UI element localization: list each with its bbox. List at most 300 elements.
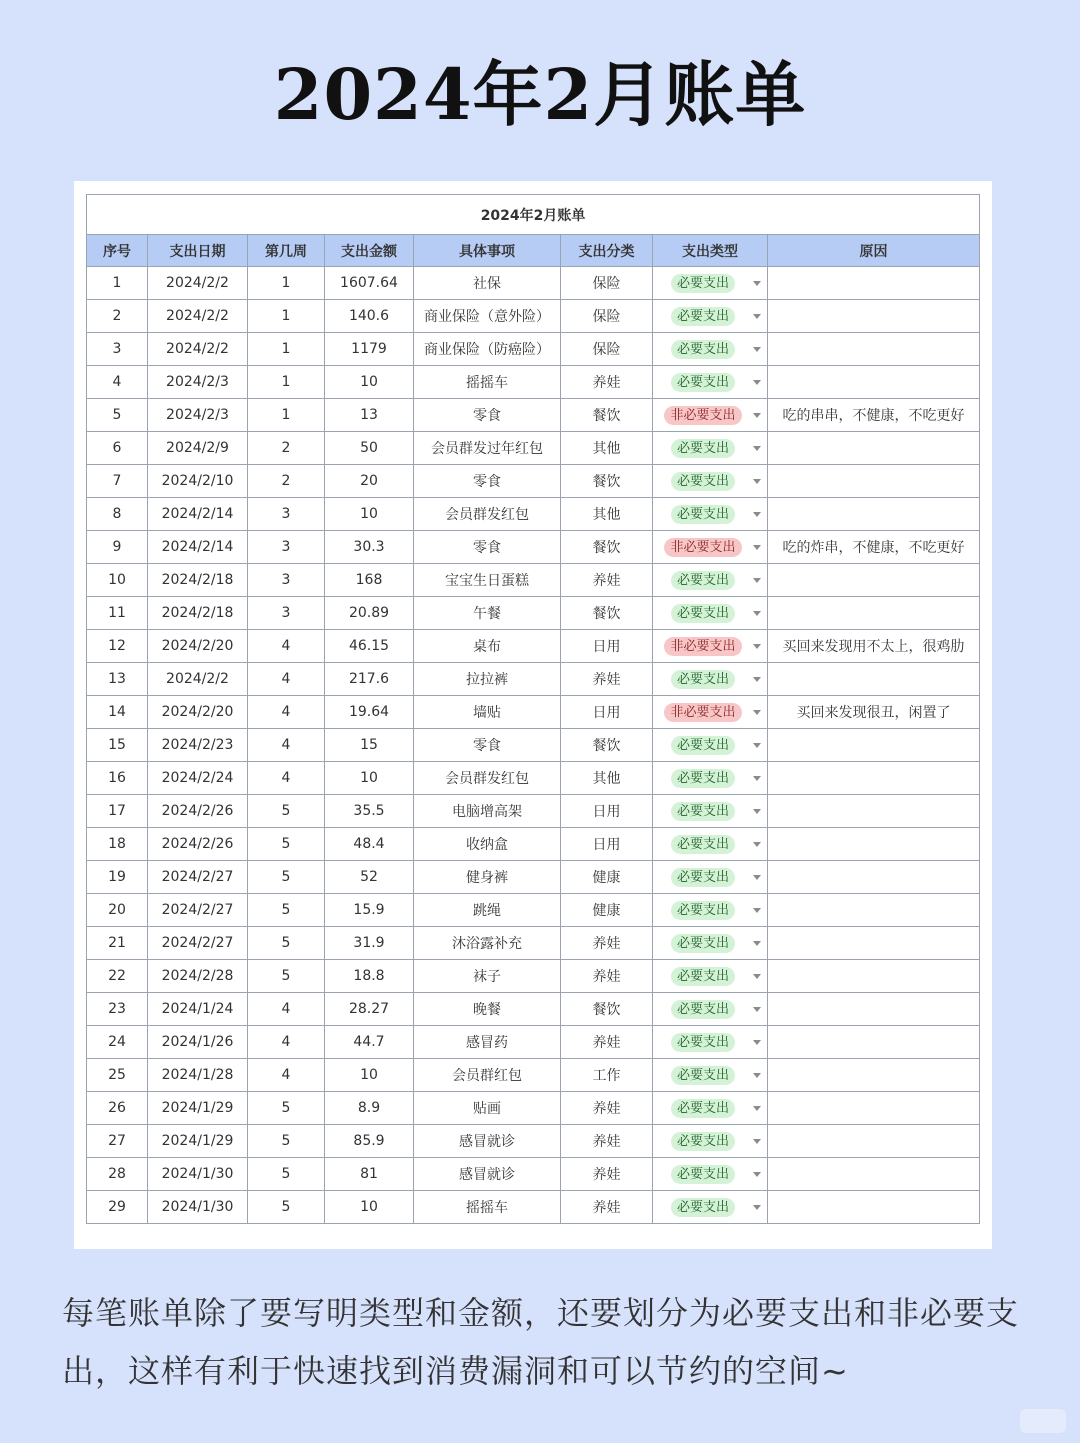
- chevron-down-icon[interactable]: [753, 578, 761, 583]
- cell-reason[interactable]: [768, 861, 980, 894]
- cell-amount[interactable]: 140.6: [325, 300, 414, 333]
- cell-expense-type-dropdown[interactable]: [653, 762, 768, 795]
- cell-category[interactable]: 餐饮: [561, 531, 653, 564]
- cell-reason[interactable]: [768, 960, 980, 993]
- cell-reason[interactable]: [768, 729, 980, 762]
- expense-type-badge: 必要支出: [671, 472, 735, 491]
- cell-item[interactable]: 感冒药: [414, 1026, 561, 1059]
- cell-category[interactable]: 餐饮: [561, 399, 653, 432]
- cell-week[interactable]: 5: [248, 1125, 325, 1158]
- cell-reason[interactable]: 吃的炸串，不健康，不吃更好: [768, 531, 980, 564]
- cell-date[interactable]: 2024/2/27: [148, 894, 248, 927]
- cell-week[interactable]: 5: [248, 861, 325, 894]
- cell-expense-type-dropdown[interactable]: [653, 1158, 768, 1191]
- cell-category[interactable]: 养娃: [561, 927, 653, 960]
- cell-reason[interactable]: [768, 300, 980, 333]
- cell-item[interactable]: 零食: [414, 729, 561, 762]
- cell-category[interactable]: 其他: [561, 498, 653, 531]
- col-header-amount[interactable]: 支出金额: [325, 235, 414, 267]
- cell-week[interactable]: 4: [248, 993, 325, 1026]
- col-header-item[interactable]: 具体事项: [414, 235, 561, 267]
- cell-expense-type-dropdown[interactable]: [653, 399, 768, 432]
- cell-reason[interactable]: [768, 1125, 980, 1158]
- cell-no[interactable]: 9: [87, 531, 148, 564]
- cell-expense-type-dropdown[interactable]: [653, 993, 768, 1026]
- cell-category[interactable]: 养娃: [561, 564, 653, 597]
- cell-amount[interactable]: 20: [325, 465, 414, 498]
- cell-no[interactable]: 5: [87, 399, 148, 432]
- cell-week[interactable]: 1: [248, 333, 325, 366]
- expense-type-badge: 必要支出: [671, 604, 735, 623]
- chevron-down-icon[interactable]: [753, 1205, 761, 1210]
- cell-reason[interactable]: [768, 564, 980, 597]
- cell-amount[interactable]: 15: [325, 729, 414, 762]
- cell-reason[interactable]: 买回来发现很丑，闲置了: [768, 696, 980, 729]
- cell-category[interactable]: 养娃: [561, 1026, 653, 1059]
- cell-reason[interactable]: [768, 597, 980, 630]
- cell-week[interactable]: 5: [248, 795, 325, 828]
- cell-reason[interactable]: [768, 894, 980, 927]
- cell-category[interactable]: 保险: [561, 267, 653, 300]
- cell-reason[interactable]: 买回来发现用不太上，很鸡肋: [768, 630, 980, 663]
- cell-expense-type-dropdown[interactable]: [653, 597, 768, 630]
- cell-week[interactable]: 4: [248, 663, 325, 696]
- cell-category[interactable]: 日用: [561, 630, 653, 663]
- cell-reason[interactable]: [768, 1059, 980, 1092]
- cell-amount[interactable]: 10: [325, 762, 414, 795]
- chevron-down-icon[interactable]: [753, 809, 761, 814]
- chevron-down-icon[interactable]: [753, 677, 761, 682]
- expense-type-badge: 必要支出: [671, 934, 735, 953]
- chevron-down-icon[interactable]: [753, 347, 761, 352]
- cell-date[interactable]: 2024/1/30: [148, 1191, 248, 1224]
- cell-no[interactable]: 8: [87, 498, 148, 531]
- chevron-down-icon[interactable]: [753, 413, 761, 418]
- cell-week[interactable]: 4: [248, 762, 325, 795]
- cell-expense-type-dropdown[interactable]: [653, 696, 768, 729]
- chevron-down-icon[interactable]: [753, 908, 761, 913]
- cell-no[interactable]: 26: [87, 1092, 148, 1125]
- cell-date[interactable]: 2024/2/26: [148, 795, 248, 828]
- cell-no[interactable]: 12: [87, 630, 148, 663]
- cell-reason[interactable]: [768, 1092, 980, 1125]
- expense-type-badge: 必要支出: [671, 1066, 735, 1085]
- cell-amount[interactable]: 10: [325, 1191, 414, 1224]
- cell-amount[interactable]: 19.64: [325, 696, 414, 729]
- cell-reason[interactable]: [768, 498, 980, 531]
- expense-type-badge: 必要支出: [671, 1099, 735, 1118]
- cell-no[interactable]: 19: [87, 861, 148, 894]
- cell-reason[interactable]: [768, 795, 980, 828]
- chevron-down-icon[interactable]: [753, 1007, 761, 1012]
- chevron-down-icon[interactable]: [753, 1073, 761, 1078]
- cell-no[interactable]: 7: [87, 465, 148, 498]
- table-row: [87, 1059, 980, 1092]
- table-row: [87, 663, 980, 696]
- cell-week[interactable]: 3: [248, 531, 325, 564]
- chevron-down-icon[interactable]: [753, 314, 761, 319]
- cell-amount[interactable]: 1607.64: [325, 267, 414, 300]
- cell-reason[interactable]: [768, 465, 980, 498]
- cell-expense-type-dropdown[interactable]: [653, 267, 768, 300]
- expense-type-badge: 必要支出: [671, 505, 735, 524]
- cell-no[interactable]: 22: [87, 960, 148, 993]
- cell-expense-type-dropdown[interactable]: [653, 894, 768, 927]
- cell-item[interactable]: 沐浴露补充: [414, 927, 561, 960]
- cell-week[interactable]: 5: [248, 1158, 325, 1191]
- cell-no[interactable]: 21: [87, 927, 148, 960]
- cell-expense-type-dropdown[interactable]: [653, 1092, 768, 1125]
- cell-category[interactable]: 健康: [561, 894, 653, 927]
- cell-expense-type-dropdown[interactable]: [653, 366, 768, 399]
- cell-week[interactable]: 5: [248, 927, 325, 960]
- expense-type-badge: 必要支出: [671, 571, 735, 590]
- cell-date[interactable]: 2024/2/14: [148, 531, 248, 564]
- expense-type-badge: 必要支出: [671, 307, 735, 326]
- cell-amount[interactable]: 1179: [325, 333, 414, 366]
- cell-no[interactable]: 14: [87, 696, 148, 729]
- table-row: [87, 1026, 980, 1059]
- cell-item[interactable]: 会员群发红包: [414, 498, 561, 531]
- cell-week[interactable]: 4: [248, 729, 325, 762]
- cell-amount[interactable]: 44.7: [325, 1026, 414, 1059]
- cell-date[interactable]: 2024/2/10: [148, 465, 248, 498]
- cell-amount[interactable]: 10: [325, 1059, 414, 1092]
- cell-amount[interactable]: 217.6: [325, 663, 414, 696]
- cell-no[interactable]: 28: [87, 1158, 148, 1191]
- cell-date[interactable]: 2024/2/18: [148, 597, 248, 630]
- table-row: [87, 993, 980, 1026]
- cell-category[interactable]: 保险: [561, 300, 653, 333]
- cell-item[interactable]: 拉拉裤: [414, 663, 561, 696]
- cell-item[interactable]: 健身裤: [414, 861, 561, 894]
- chevron-down-icon[interactable]: [753, 941, 761, 946]
- cell-date[interactable]: 2024/2/2: [148, 300, 248, 333]
- cell-category[interactable]: 餐饮: [561, 729, 653, 762]
- cell-amount[interactable]: 35.5: [325, 795, 414, 828]
- cell-reason[interactable]: [768, 1026, 980, 1059]
- cell-reason[interactable]: [768, 828, 980, 861]
- cell-expense-type-dropdown[interactable]: [653, 1125, 768, 1158]
- cell-no[interactable]: 1: [87, 267, 148, 300]
- cell-amount[interactable]: 168: [325, 564, 414, 597]
- cell-no[interactable]: 6: [87, 432, 148, 465]
- cell-item[interactable]: 感冒就诊: [414, 1158, 561, 1191]
- table-row: [87, 465, 980, 498]
- cell-week[interactable]: 1: [248, 267, 325, 300]
- cell-category[interactable]: 养娃: [561, 1158, 653, 1191]
- cell-date[interactable]: 2024/2/20: [148, 630, 248, 663]
- col-header-category[interactable]: 支出分类: [561, 235, 653, 267]
- table-header-row: [87, 235, 980, 267]
- cell-no[interactable]: 4: [87, 366, 148, 399]
- cell-week[interactable]: 2: [248, 465, 325, 498]
- cell-item[interactable]: 商业保险（防癌险）: [414, 333, 561, 366]
- cell-expense-type-dropdown[interactable]: [653, 432, 768, 465]
- cell-date[interactable]: 2024/2/27: [148, 927, 248, 960]
- cell-amount[interactable]: 48.4: [325, 828, 414, 861]
- cell-expense-type-dropdown[interactable]: [653, 729, 768, 762]
- cell-item[interactable]: 零食: [414, 531, 561, 564]
- cell-no[interactable]: 16: [87, 762, 148, 795]
- cell-amount[interactable]: 28.27: [325, 993, 414, 1026]
- cell-date[interactable]: 2024/2/28: [148, 960, 248, 993]
- cell-week[interactable]: 4: [248, 1059, 325, 1092]
- cell-item[interactable]: 社保: [414, 267, 561, 300]
- chevron-down-icon[interactable]: [753, 974, 761, 979]
- cell-item[interactable]: 摇摇车: [414, 1191, 561, 1224]
- cell-expense-type-dropdown[interactable]: [653, 795, 768, 828]
- cell-date[interactable]: 2024/1/29: [148, 1092, 248, 1125]
- cell-expense-type-dropdown[interactable]: [653, 498, 768, 531]
- cell-item[interactable]: 电脑增高架: [414, 795, 561, 828]
- cell-week[interactable]: 4: [248, 696, 325, 729]
- cell-date[interactable]: 2024/1/30: [148, 1158, 248, 1191]
- table-row: [87, 696, 980, 729]
- cell-date[interactable]: 2024/1/29: [148, 1125, 248, 1158]
- chevron-down-icon[interactable]: [753, 512, 761, 517]
- cell-week[interactable]: 1: [248, 300, 325, 333]
- cell-no[interactable]: 15: [87, 729, 148, 762]
- cell-category[interactable]: 餐饮: [561, 597, 653, 630]
- chevron-down-icon[interactable]: [753, 776, 761, 781]
- cell-amount[interactable]: 31.9: [325, 927, 414, 960]
- cell-no[interactable]: 23: [87, 993, 148, 1026]
- cell-amount[interactable]: 8.9: [325, 1092, 414, 1125]
- cell-expense-type-dropdown[interactable]: [653, 960, 768, 993]
- cell-category[interactable]: 养娃: [561, 960, 653, 993]
- cell-week[interactable]: 5: [248, 960, 325, 993]
- chevron-down-icon[interactable]: [753, 710, 761, 715]
- cell-date[interactable]: 2024/2/2: [148, 663, 248, 696]
- chevron-down-icon[interactable]: [753, 1106, 761, 1111]
- col-header-reason[interactable]: 原因: [768, 235, 980, 267]
- expense-type-badge: 必要支出: [671, 439, 735, 458]
- cell-amount[interactable]: 30.3: [325, 531, 414, 564]
- table-row: [87, 564, 980, 597]
- col-header-type[interactable]: 支出类型: [653, 235, 768, 267]
- cell-category[interactable]: 餐饮: [561, 465, 653, 498]
- cell-item[interactable]: 收纳盒: [414, 828, 561, 861]
- expense-type-badge: 必要支出: [671, 967, 735, 986]
- chevron-down-icon[interactable]: [753, 611, 761, 616]
- cell-item[interactable]: 晚餐: [414, 993, 561, 1026]
- expense-type-badge: 必要支出: [671, 1132, 735, 1151]
- cell-amount[interactable]: 50: [325, 432, 414, 465]
- cell-expense-type-dropdown[interactable]: [653, 531, 768, 564]
- cell-expense-type-dropdown[interactable]: [653, 1026, 768, 1059]
- cell-amount[interactable]: 10: [325, 366, 414, 399]
- cell-item[interactable]: 袜子: [414, 960, 561, 993]
- cell-no[interactable]: 20: [87, 894, 148, 927]
- cell-date[interactable]: 2024/2/26: [148, 828, 248, 861]
- cell-category[interactable]: 健康: [561, 861, 653, 894]
- cell-no[interactable]: 25: [87, 1059, 148, 1092]
- chevron-down-icon[interactable]: [753, 644, 761, 649]
- expense-type-badge: 非必要支出: [664, 637, 741, 656]
- chevron-down-icon[interactable]: [753, 545, 761, 550]
- chevron-down-icon[interactable]: [753, 842, 761, 847]
- chevron-down-icon[interactable]: [753, 1040, 761, 1045]
- cell-expense-type-dropdown[interactable]: [653, 663, 768, 696]
- cell-reason[interactable]: [768, 663, 980, 696]
- cell-amount[interactable]: 52: [325, 861, 414, 894]
- expense-type-badge: 必要支出: [671, 1198, 735, 1217]
- cell-date[interactable]: 2024/2/20: [148, 696, 248, 729]
- cell-week[interactable]: 1: [248, 366, 325, 399]
- cell-no[interactable]: 18: [87, 828, 148, 861]
- cell-reason[interactable]: [768, 1191, 980, 1224]
- cell-category[interactable]: 养娃: [561, 663, 653, 696]
- expense-type-badge: 必要支出: [671, 1165, 735, 1184]
- cell-week[interactable]: 5: [248, 894, 325, 927]
- cell-date[interactable]: 2024/1/26: [148, 1026, 248, 1059]
- cell-no[interactable]: 11: [87, 597, 148, 630]
- cell-date[interactable]: 2024/2/27: [148, 861, 248, 894]
- cell-no[interactable]: 17: [87, 795, 148, 828]
- cell-week[interactable]: 2: [248, 432, 325, 465]
- cell-no[interactable]: 2: [87, 300, 148, 333]
- cell-reason[interactable]: [768, 993, 980, 1026]
- cell-expense-type-dropdown[interactable]: [653, 927, 768, 960]
- cell-category[interactable]: 其他: [561, 432, 653, 465]
- cell-date[interactable]: 2024/2/18: [148, 564, 248, 597]
- cell-expense-type-dropdown[interactable]: [653, 861, 768, 894]
- cell-reason[interactable]: [768, 927, 980, 960]
- cell-category[interactable]: 日用: [561, 696, 653, 729]
- cell-amount[interactable]: 15.9: [325, 894, 414, 927]
- cell-category[interactable]: 餐饮: [561, 993, 653, 1026]
- col-header-no[interactable]: 序号: [87, 235, 148, 267]
- cell-reason[interactable]: [768, 762, 980, 795]
- table-row: [87, 1125, 980, 1158]
- cell-expense-type-dropdown[interactable]: [653, 1059, 768, 1092]
- table-row: [87, 366, 980, 399]
- cell-amount[interactable]: 85.9: [325, 1125, 414, 1158]
- cell-date[interactable]: 2024/2/3: [148, 399, 248, 432]
- chevron-down-icon[interactable]: [753, 1139, 761, 1144]
- cell-expense-type-dropdown[interactable]: [653, 333, 768, 366]
- cell-category[interactable]: 养娃: [561, 1092, 653, 1125]
- cell-week[interactable]: 5: [248, 1092, 325, 1125]
- cell-week[interactable]: 1: [248, 399, 325, 432]
- cell-reason[interactable]: [768, 333, 980, 366]
- cell-week[interactable]: 5: [248, 828, 325, 861]
- cell-no[interactable]: 29: [87, 1191, 148, 1224]
- table-row: [87, 861, 980, 894]
- cell-category[interactable]: 养娃: [561, 1191, 653, 1224]
- expense-type-badge: 必要支出: [671, 802, 735, 821]
- cell-item[interactable]: 会员群发过年红包: [414, 432, 561, 465]
- chevron-down-icon[interactable]: [753, 743, 761, 748]
- cell-reason[interactable]: [768, 1158, 980, 1191]
- expense-type-badge: 必要支出: [671, 1033, 735, 1052]
- cell-item[interactable]: 感冒就诊: [414, 1125, 561, 1158]
- cell-item[interactable]: 商业保险（意外险）: [414, 300, 561, 333]
- expense-type-badge: 必要支出: [671, 868, 735, 887]
- cell-reason[interactable]: [768, 366, 980, 399]
- cell-date[interactable]: 2024/2/2: [148, 333, 248, 366]
- cell-date[interactable]: 2024/2/14: [148, 498, 248, 531]
- cell-date[interactable]: 2024/2/23: [148, 729, 248, 762]
- cell-expense-type-dropdown[interactable]: [653, 300, 768, 333]
- cell-item[interactable]: 会员群发红包: [414, 762, 561, 795]
- cell-date[interactable]: 2024/1/24: [148, 993, 248, 1026]
- cell-category[interactable]: 养娃: [561, 366, 653, 399]
- cell-expense-type-dropdown[interactable]: [653, 1191, 768, 1224]
- cell-category[interactable]: 其他: [561, 762, 653, 795]
- cell-amount[interactable]: 81: [325, 1158, 414, 1191]
- chevron-down-icon[interactable]: [753, 875, 761, 880]
- cell-item[interactable]: 跳绳: [414, 894, 561, 927]
- cell-week[interactable]: 4: [248, 1026, 325, 1059]
- cell-no[interactable]: 13: [87, 663, 148, 696]
- cell-week[interactable]: 5: [248, 1191, 325, 1224]
- chevron-down-icon[interactable]: [753, 1172, 761, 1177]
- expense-type-badge: 非必要支出: [664, 538, 741, 557]
- cell-reason[interactable]: [768, 432, 980, 465]
- col-header-date[interactable]: 支出日期: [148, 235, 248, 267]
- cell-week[interactable]: 4: [248, 630, 325, 663]
- table-row: [87, 399, 980, 432]
- cell-amount[interactable]: 20.89: [325, 597, 414, 630]
- cell-category[interactable]: 保险: [561, 333, 653, 366]
- cell-no[interactable]: 3: [87, 333, 148, 366]
- cell-week[interactable]: 3: [248, 498, 325, 531]
- cell-item[interactable]: 墙贴: [414, 696, 561, 729]
- cell-item[interactable]: 桌布: [414, 630, 561, 663]
- cell-expense-type-dropdown[interactable]: [653, 465, 768, 498]
- cell-item[interactable]: 贴画: [414, 1092, 561, 1125]
- chevron-down-icon[interactable]: [753, 446, 761, 451]
- cell-date[interactable]: 2024/2/24: [148, 762, 248, 795]
- cell-item[interactable]: 摇摇车: [414, 366, 561, 399]
- cell-no[interactable]: 24: [87, 1026, 148, 1059]
- cell-amount[interactable]: 10: [325, 498, 414, 531]
- cell-amount[interactable]: 13: [325, 399, 414, 432]
- cell-week[interactable]: 3: [248, 564, 325, 597]
- cell-reason[interactable]: 吃的串串，不健康，不吃更好: [768, 399, 980, 432]
- cell-item[interactable]: 会员群红包: [414, 1059, 561, 1092]
- cell-expense-type-dropdown[interactable]: [653, 630, 768, 663]
- cell-date[interactable]: 2024/2/2: [148, 267, 248, 300]
- cell-category[interactable]: 日用: [561, 795, 653, 828]
- cell-category[interactable]: 养娃: [561, 1125, 653, 1158]
- cell-no[interactable]: 27: [87, 1125, 148, 1158]
- col-header-week[interactable]: 第几周: [248, 235, 325, 267]
- chevron-down-icon[interactable]: [753, 281, 761, 286]
- cell-expense-type-dropdown[interactable]: [653, 828, 768, 861]
- cell-amount[interactable]: 46.15: [325, 630, 414, 663]
- cell-no[interactable]: 10: [87, 564, 148, 597]
- cell-week[interactable]: 3: [248, 597, 325, 630]
- cell-item[interactable]: 零食: [414, 465, 561, 498]
- cell-reason[interactable]: [768, 267, 980, 300]
- chevron-down-icon[interactable]: [753, 380, 761, 385]
- cell-category[interactable]: 工作: [561, 1059, 653, 1092]
- cell-date[interactable]: 2024/2/9: [148, 432, 248, 465]
- cell-date[interactable]: 2024/2/3: [148, 366, 248, 399]
- page-title: 2024年2月账单: [273, 53, 807, 136]
- cell-item[interactable]: 宝宝生日蛋糕: [414, 564, 561, 597]
- cell-category[interactable]: 日用: [561, 828, 653, 861]
- cell-item[interactable]: 午餐: [414, 597, 561, 630]
- cell-item[interactable]: 零食: [414, 399, 561, 432]
- cell-amount[interactable]: 18.8: [325, 960, 414, 993]
- cell-date[interactable]: 2024/1/28: [148, 1059, 248, 1092]
- cell-expense-type-dropdown[interactable]: [653, 564, 768, 597]
- chevron-down-icon[interactable]: [753, 479, 761, 484]
